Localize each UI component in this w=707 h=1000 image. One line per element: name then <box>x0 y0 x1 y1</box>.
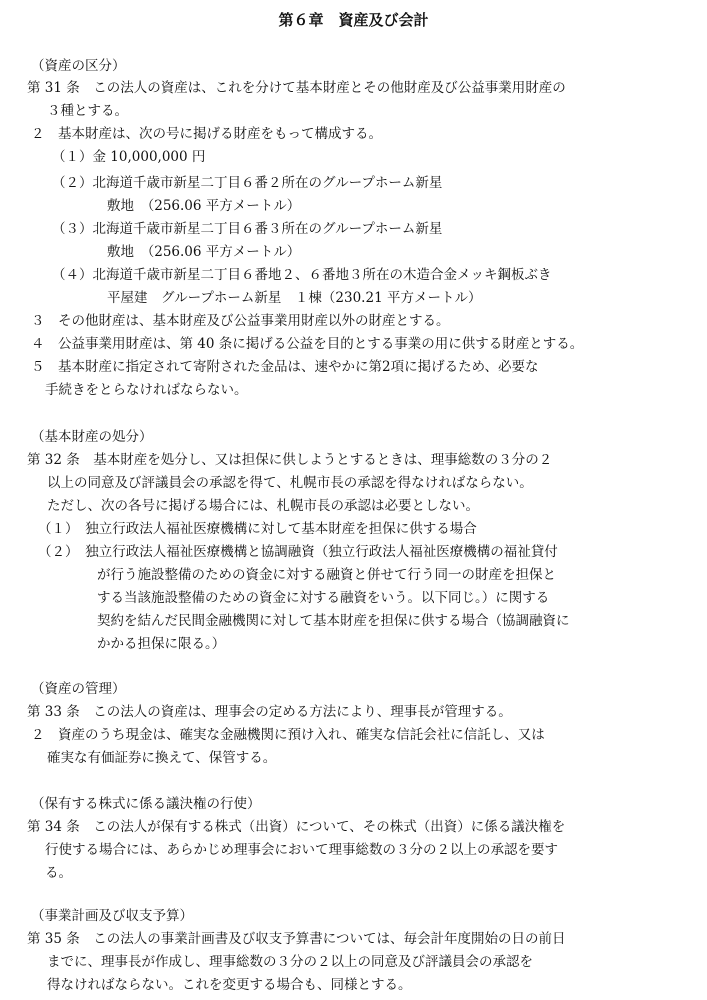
article-31-item-1: （１）金 10,000,000 円 <box>52 149 206 165</box>
article-31-item-4-line-2: 平屋建 グループホーム新星 １棟（230.21 平方メートル） <box>107 290 482 306</box>
article-34-line-3: る。 <box>45 865 72 881</box>
article-31-line-2: ３種とする。 <box>47 103 128 119</box>
article-35-line-3: 得なければならない。これを変更する場合も、同様とする。 <box>47 977 412 993</box>
article-31-item-4-line-1: （４）北海道千歳市新星二丁目６番地２、６番地３所在の木造合金メッキ鋼板ぶき <box>52 267 552 283</box>
article-35-line-1: 第 35 条 この法人の事業計画書及び収支予算書については、毎会計年度開始の日の前日 <box>27 931 566 947</box>
chapter-title: 第６章 資産及び会計 <box>278 11 429 29</box>
article-32-item-2-line-1: （２） 独立行政法人福祉医療機構と協調融資（独立行政法人福祉医療機構の福祉貸付 <box>38 544 558 560</box>
section-heading-basic-asset-disposal: （基本財産の処分） <box>31 429 153 445</box>
article-31-line-1: 第 31 条 この法人の資産は、これを分けて基本財産とその他財産及び公益事業用財産の <box>27 80 566 96</box>
article-33-line-1: 第 33 条 この法人の資産は、理事会の定める方法により、理事長が管理する。 <box>27 704 512 720</box>
article-31-paragraph-2: ２ 基本財産は、次の号に掲げる財産をもって構成する。 <box>31 126 382 142</box>
article-32-item-2-line-3: する当該施設整備のための資金に対する融資をいう。以下同じ。）に関する <box>97 590 550 606</box>
article-31-item-2-line-2: 敷地 （256.06 平方メートル） <box>107 198 301 214</box>
section-heading-business-plan-budget: （事業計画及び収支予算） <box>31 908 193 924</box>
article-31-item-3-line-1: （３）北海道千歳市新星二丁目６番３所在のグループホーム新星 <box>52 221 443 237</box>
section-heading-asset-management: （資産の管理） <box>31 681 126 697</box>
article-32-item-2-line-4: 契約を結んだ民間金融機関に対して基本財産を担保に供する場合（協調融資に <box>97 613 570 629</box>
article-32-line-3: ただし、次の各号に掲げる場合には、札幌市長の承認は必要としない。 <box>47 498 479 514</box>
article-32-item-1: （１） 独立行政法人福祉医療機構に対して基本財産を担保に供する場合 <box>38 521 477 537</box>
article-35-line-2: までに、理事長が作成し、理事総数の３分の２以上の同意及び評議員会の承認を <box>47 954 533 970</box>
article-32-line-1: 第 32 条 基本財産を処分し、又は担保に供しようとするときは、理事総数の３分の２ <box>27 452 553 468</box>
article-31-paragraph-5-line-2: 手続きをとらなければならない。 <box>45 382 248 398</box>
section-heading-asset-classification: （資産の区分） <box>31 58 126 74</box>
article-32-item-2-line-5: かかる担保に限る。） <box>97 636 226 652</box>
section-heading-voting-rights: （保有する株式に係る議決権の行使） <box>31 796 261 812</box>
article-31-item-2-line-1: （２）北海道千歳市新星二丁目６番２所在のグループホーム新星 <box>52 175 443 191</box>
article-31-item-3-line-2: 敷地 （256.06 平方メートル） <box>107 244 301 260</box>
article-34-line-1: 第 34 条 この法人が保有する株式（出資）について、その株式（出資）に係る議決権を <box>27 819 566 835</box>
article-34-line-2: 行使する場合には、あらかじめ理事会において理事総数の３分の２以上の承認を要す <box>45 842 558 858</box>
article-31-paragraph-5-line-1: ５ 基本財産に指定されて寄附された金品は、速やかに第2項に掲げるため、必要な <box>31 359 539 375</box>
article-32-item-2-line-2: が行う施設整備のための資金に対する融資と併せて行う同一の財産を担保と <box>97 567 556 583</box>
article-33-paragraph-2-line-1: ２ 資産のうち現金は、確実な金融機関に預け入れ、確実な信託会社に信託し、又は <box>31 727 545 743</box>
article-31-paragraph-3: ３ その他財産は、基本財産及び公益事業用財産以外の財産とする。 <box>31 313 450 329</box>
article-31-paragraph-4: ４ 公益事業用財産は、第 40 条に掲げる公益を目的とする事業の用に供する財産とする。 <box>31 336 584 352</box>
article-32-line-2: 以上の同意及び評議員会の承認を得て、札幌市長の承認を得なければならない。 <box>47 475 533 491</box>
article-33-paragraph-2-line-2: 確実な有価証券に換えて、保管する。 <box>47 750 277 766</box>
